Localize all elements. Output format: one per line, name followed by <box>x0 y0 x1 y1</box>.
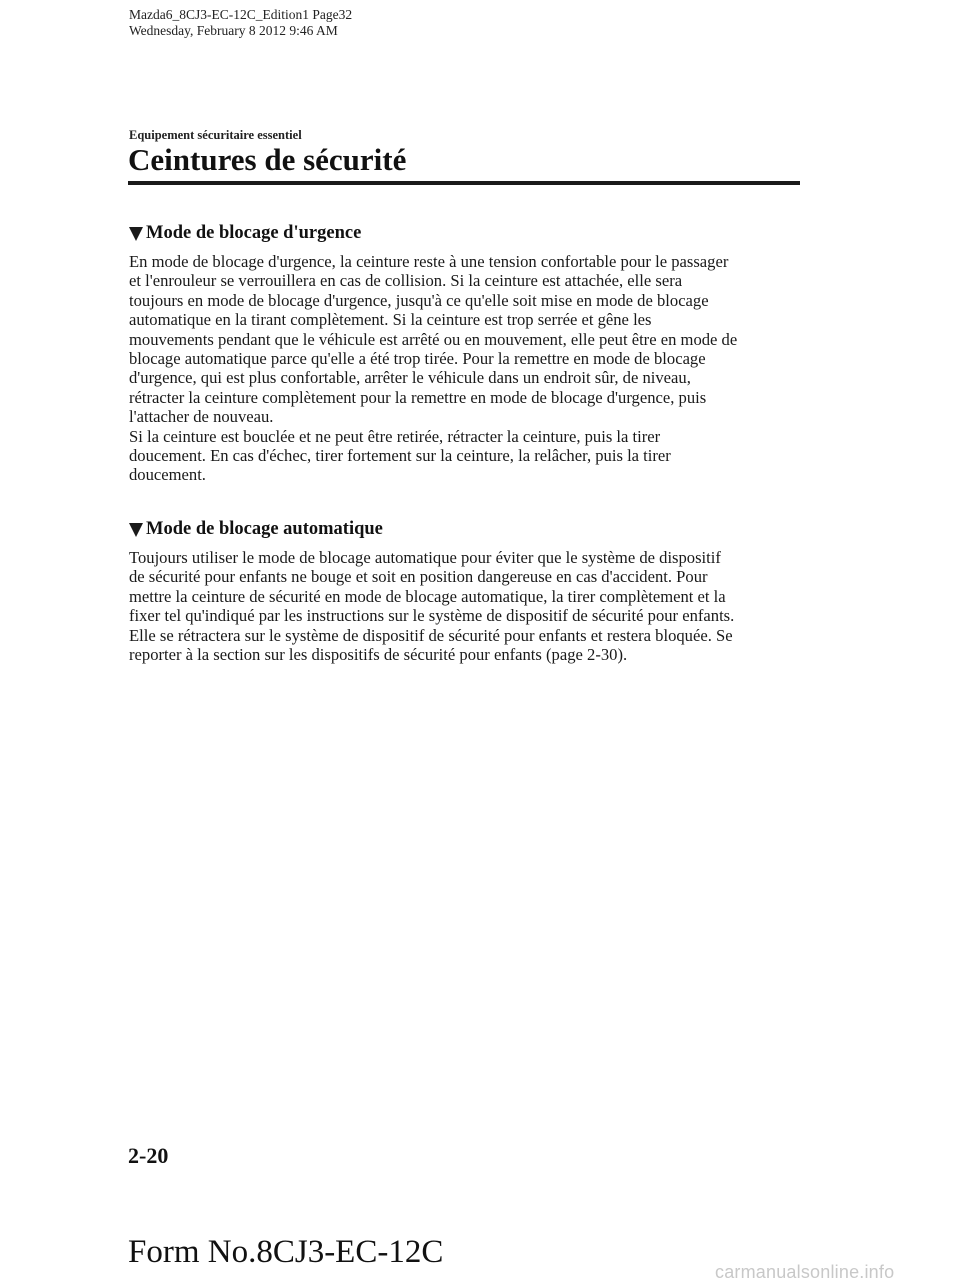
triangle-down-icon <box>129 523 143 537</box>
title-rule <box>128 181 800 185</box>
subsection-heading <box>129 517 809 541</box>
body-line: fixer tel qu'indiqué par les instructions sur le système de dispositif de sécurité pour enfants. <box>129 606 735 626</box>
body-line: reporter à la section sur les dispositifs de sécurité pour enfants (page 2-30). <box>129 645 628 665</box>
body-line: Elle se rétractera sur le système de dispositif de sécurité pour enfants et restera bloquée. Se <box>129 625 733 645</box>
body-line: de sécurité pour enfants ne bouge et soit en position dangereuse en cas d'accident. Pour <box>129 567 708 587</box>
body-line: mouvements pendant que le véhicule est arrêté ou en mouvement, elle peut être en mode de <box>129 329 738 349</box>
body-line: blocage automatique parce qu'elle a été trop tirée. Pour la remettre en mode de blocage <box>129 349 706 369</box>
print-header-line-2: Wednesday, February 8 2012 9:46 AM <box>129 23 338 38</box>
body-line: et l'enrouleur se verrouillera en cas de collision. Si la ceinture est attachée, elle sera <box>129 271 683 291</box>
body-line: rétracter la ceinture complètement pour la remettre en mode de blocage d'urgence, puis <box>129 387 707 407</box>
subsection-body <box>129 548 809 664</box>
subsection-heading <box>129 221 809 245</box>
subsection-emergency-locking <box>129 221 809 485</box>
body-line: automatique en la tirant complètement. Si la ceinture est trop serrée et gêne les <box>129 310 652 330</box>
subsection-heading-text: Mode de blocage d'urgence <box>146 223 362 243</box>
body-line: Toujours utiliser le mode de blocage automatique pour éviter que le système de dispositif <box>129 548 721 567</box>
subsection-body <box>129 252 809 485</box>
page-title: Ceintures de sécurité <box>128 142 407 177</box>
body-line: toujours en mode de blocage d'urgence, jusqu'à ce qu'elle soit mise en mode de blocage <box>129 290 709 310</box>
triangle-down-icon <box>129 227 143 241</box>
print-header-line-1: Mazda6_8CJ3-EC-12C_Edition1 Page32 <box>129 7 353 22</box>
page-number: 2-20 <box>128 1143 169 1168</box>
form-number: Form No.8CJ3-EC-12C <box>128 1234 444 1270</box>
subsection-automatic-locking <box>129 517 809 664</box>
body-line: En mode de blocage d'urgence, la ceinture reste à une tension confortable pour le passager <box>129 252 729 271</box>
body-line: l'attacher de nouveau. <box>129 407 274 427</box>
body-line: doucement. <box>129 465 206 485</box>
body-line: d'urgence, qui est plus confortable, arrêter le véhicule dans un endroit sûr, de niveau, <box>129 368 691 388</box>
section-label: Equipement sécuritaire essentiel <box>129 128 302 142</box>
subsection-heading-text: Mode de blocage automatique <box>146 519 383 539</box>
body-line: doucement. En cas d'échec, tirer fortement sur la ceinture, la relâcher, puis la tirer <box>129 446 671 466</box>
print-header <box>129 7 352 39</box>
watermark: carmanualsonline.info <box>715 1262 895 1282</box>
body-line: mettre la ceinture de sécurité en mode de blocage automatique, la tirer complètement et la <box>129 586 726 606</box>
body-line: Si la ceinture est bouclée et ne peut être retirée, rétracter la ceinture, puis la tirer <box>129 426 661 446</box>
